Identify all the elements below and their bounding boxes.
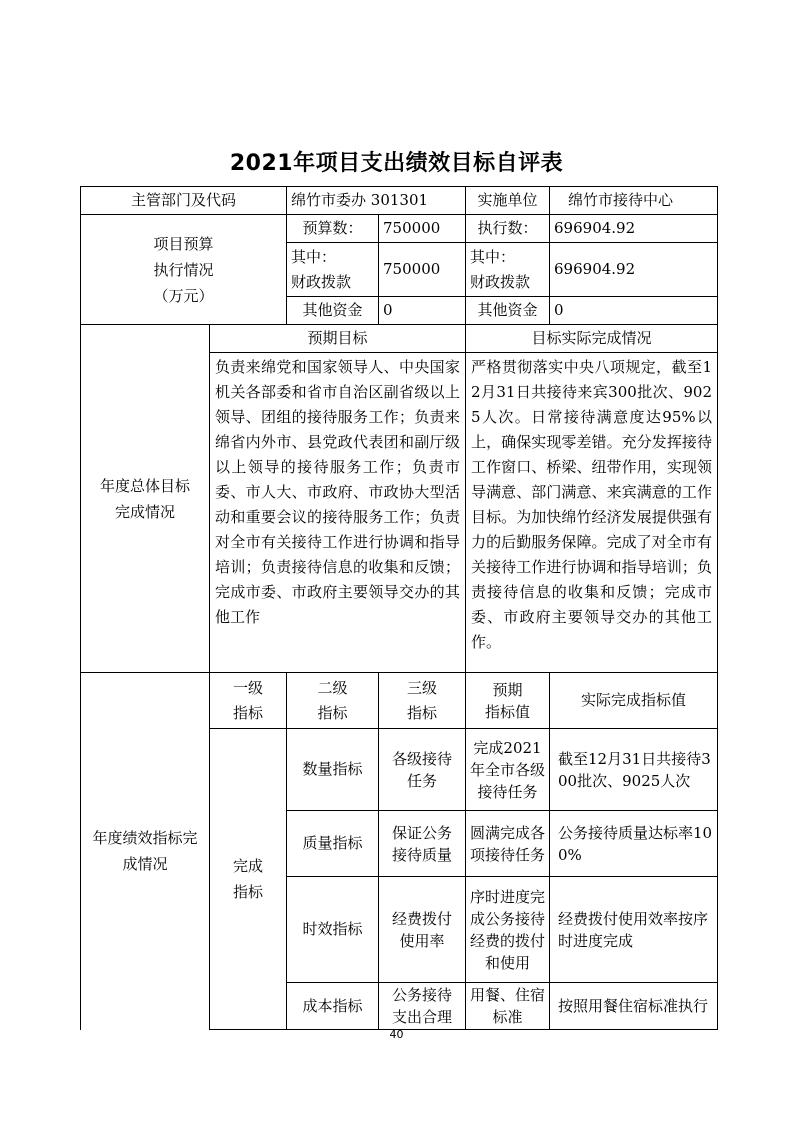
actual-value: 按照用餐住宿标准执行 (550, 983, 718, 1030)
fiscal-exec-value: 696904.92 (550, 243, 718, 297)
level2-value: 时效指标 (287, 877, 379, 983)
expected-goal-header: 预期目标 (210, 325, 466, 353)
indicator-header-row (81, 673, 718, 729)
indicator-section-label: 年度绩效指标完 成情况 (81, 673, 210, 1030)
unit-label: 实施单位 (466, 187, 550, 215)
expected-value: 完成2021年全市各级接待任务 (466, 729, 550, 811)
level3-value: 公务接待 支出合理 (379, 983, 466, 1030)
page-number: 40 (389, 1028, 404, 1041)
annual-goal-label: 年度总体目标 完成情况 (81, 325, 210, 673)
other-budget-value: 0 (379, 297, 466, 325)
dept-row (81, 187, 718, 215)
fiscal-label-2: 其中： 财政拨款 (466, 243, 550, 297)
budget-label: 预算数： (287, 215, 379, 243)
actual-goal-text: 严格贯彻落实中央八项规定，截至12月31日共接待来宾300批次、9025人次。日常接待满意度达95%以上，确保实现零差错。充分发挥接待工作窗口、桥梁、纽带作用，实现领导满意、部门满意、来宾满意的工作目标。为加快绵竹经济发展提供强有力的后勤服务保障。完成了对全市有关接待工作进行协调和指导培训；负责接待信息的收集和反馈；完成市委、市政府主要领导交办的其他工作。 (466, 353, 718, 673)
actual-value: 公务接待质量达标率100% (550, 811, 718, 877)
level2-value: 质量指标 (287, 811, 379, 877)
unit-value: 绵竹市接待中心 (550, 187, 718, 215)
actual-goal-header: 目标实际完成情况 (466, 325, 718, 353)
fiscal-label-1: 其中： 财政拨款 (287, 243, 379, 297)
budget-section-label: 项目预算 执行情况 （万元） (81, 215, 287, 325)
budget-row (81, 215, 718, 243)
level2-value: 成本指标 (287, 983, 379, 1030)
self-evaluation-table (80, 186, 718, 1030)
exec-value: 696904.92 (550, 215, 718, 243)
other-exec-value: 0 (550, 297, 718, 325)
level1-value: 完成 指标 (210, 729, 287, 1030)
fiscal-budget-value: 750000 (379, 243, 466, 297)
dept-label: 主管部门及代码 (81, 187, 287, 215)
budget-value: 750000 (379, 215, 466, 243)
actual-value: 经费拨付使用效率按序时进度完成 (550, 877, 718, 983)
other-label-1: 其他资金 (287, 297, 379, 325)
level2-value: 数量指标 (287, 729, 379, 811)
expected-value: 用餐、住宿标准 (466, 983, 550, 1030)
goal-header-row (81, 325, 718, 353)
exec-label: 执行数： (466, 215, 550, 243)
other-label-2: 其他资金 (466, 297, 550, 325)
level3-value: 保证公务 接待质量 (379, 811, 466, 877)
level3-value: 经费拨付 使用率 (379, 877, 466, 983)
col-expected-header: 预期 指标值 (466, 673, 550, 729)
expected-goal-text: 负责来绵党和国家领导人、中央国家机关各部委和省市自治区副省级以上领导、团组的接待服务工作；负责来绵省内外市、县党政代表团和副厅级以上领导的接待服务工作；负责市委、市人大、市政府、市政协大型活动和重要会议的接待服务工作；负责对全市有关接待工作进行协调和指导培训；负责接待信息的收集和反馈；完成市委、市政府主要领导交办的其他工作 (210, 353, 466, 673)
dept-value: 绵竹市委办 301301 (287, 187, 466, 215)
page-title: 2021年项目支出绩效目标自评表 (229, 151, 564, 176)
expected-value: 序时进度完成公务接待经费的拨付和使用 (466, 877, 550, 983)
actual-value: 截至12月31日共接待300批次、9025人次 (550, 729, 718, 811)
col-level1-header: 一级 指标 (210, 673, 287, 729)
col-actual-header: 实际完成指标值 (550, 673, 718, 729)
col-level3-header: 三级 指标 (379, 673, 466, 729)
expected-value: 圆满完成各项接待任务 (466, 811, 550, 877)
level3-value: 各级接待 任务 (379, 729, 466, 811)
col-level2-header: 二级 指标 (287, 673, 379, 729)
